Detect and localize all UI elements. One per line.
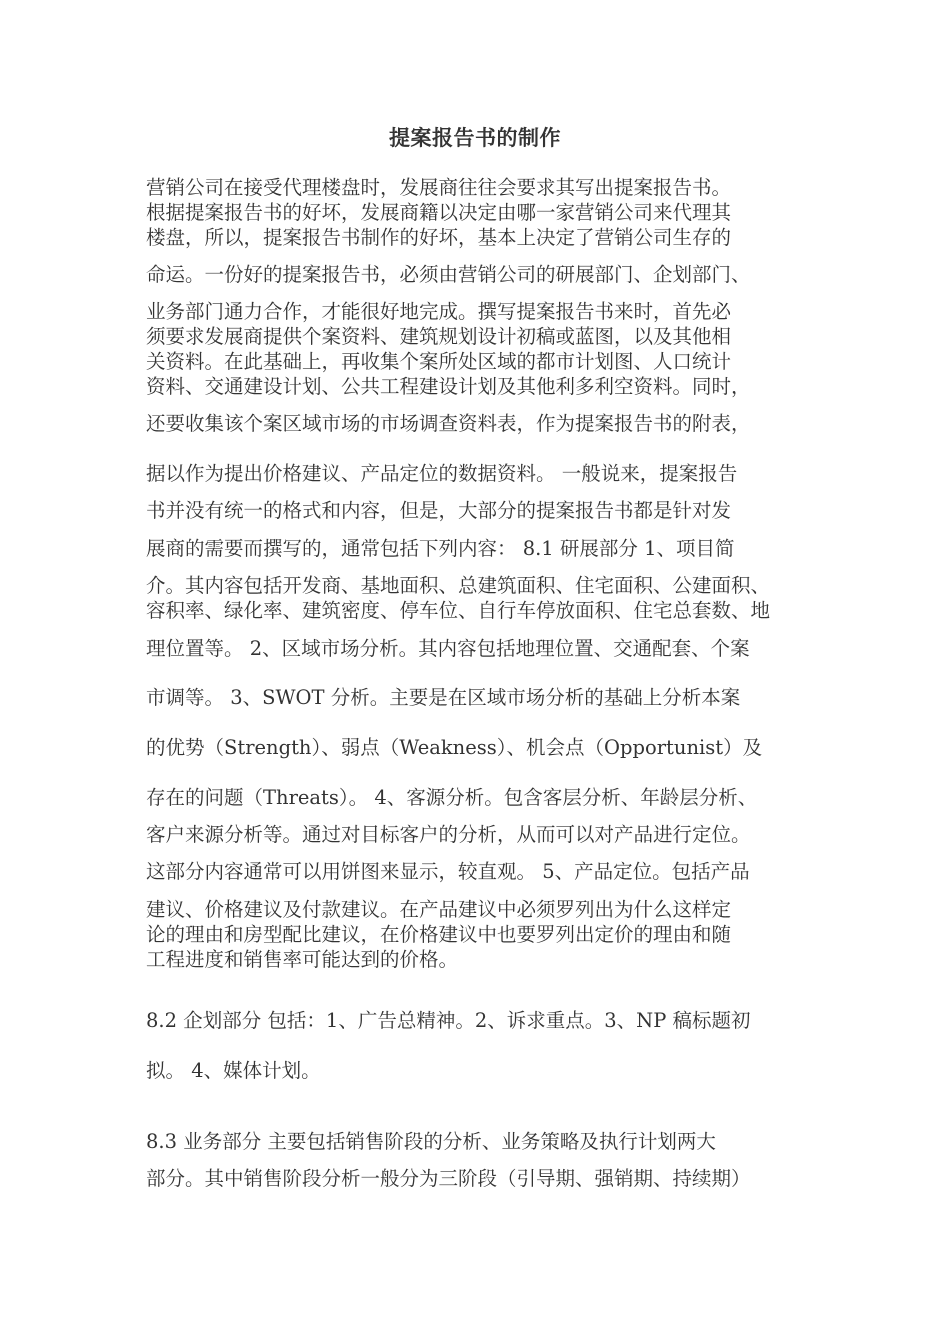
paragraph-line: 论的理由和房型配比建议，在价格建议中也要罗列出定价的理由和随	[146, 923, 732, 946]
paragraph-line: 须要求发展商提供个案资料、建筑规划设计初稿或蓝图，以及其他相	[146, 325, 732, 348]
paragraph-line: 8.3 业务部分 主要包括销售阶段的分析、业务策略及执行计划两大	[146, 1130, 716, 1153]
paragraph-line: 业务部门通力合作，才能很好地完成。撰写提案报告书来时，首先必	[146, 300, 732, 323]
paragraph-line: 书并没有统一的格式和内容，但是，大部分的提案报告书都是针对发	[146, 499, 732, 522]
paragraph-line: 建议、价格建议及付款建议。在产品建议中必须罗列出为什么这样定	[146, 898, 732, 921]
paragraph-line: 市调等。 3、SWOT 分析。主要是在区域市场分析的基础上分析本案	[146, 686, 741, 709]
paragraph-line: 8.2 企划部分 包括：1、广告总精神。2、诉求重点。3、NP 稿标题初	[146, 1009, 751, 1032]
paragraph-line: 这部分内容通常可以用饼图来显示，较直观。 5、产品定位。包括产品	[146, 860, 750, 883]
paragraph-line: 部分。其中销售阶段分析一般分为三阶段（引导期、强销期、持续期）	[146, 1167, 751, 1190]
paragraph-line: 拟。 4、媒体计划。	[146, 1059, 321, 1082]
paragraph-line: 资料、交通建设计划、公共工程建设计划及其他利多利空资料。同时，	[146, 375, 751, 398]
paragraph-line: 介。其内容包括开发商、基地面积、总建筑面积、住宅面积、公建面积、	[146, 574, 771, 597]
paragraph-line: 的优势（Strength）、弱点（Weakness）、机会点（Opportunist）及	[146, 736, 763, 759]
paragraph-line: 容积率、绿化率、建筑密度、停车位、自行车停放面积、住宅总套数、地	[146, 599, 771, 622]
paragraph-line: 根据提案报告书的好坏，发展商籍以决定由哪一家营销公司来代理其	[146, 201, 732, 224]
paragraph-line: 还要收集该个案区域市场的市场调查资料表，作为提案报告书的附表，	[146, 412, 751, 435]
paragraph-line: 理位置等。 2、区域市场分析。其内容包括地理位置、交通配套、个案	[146, 637, 750, 660]
document-title: 提案报告书的制作	[389, 125, 561, 150]
paragraph-line: 工程进度和销售率可能达到的价格。	[146, 948, 459, 971]
paragraph-line: 展商的需要而撰写的，通常包括下列内容： 8.1 研展部分 1、项目简	[146, 537, 735, 560]
paragraph-line: 存在的问题（Threats）。 4、客源分析。包含客层分析、年龄层分析、	[146, 786, 758, 809]
paragraph-line: 客户来源分析等。通过对目标客户的分析，从而可以对产品进行定位。	[146, 823, 751, 846]
paragraph-line: 据以作为提出价格建议、产品定位的数据资料。 一般说来，提案报告	[146, 462, 738, 485]
paragraph-line: 楼盘，所以，提案报告书制作的好坏，基本上决定了营销公司生存的	[146, 226, 732, 249]
paragraph-line: 营销公司在接受代理楼盘时，发展商往往会要求其写出提案报告书。	[146, 176, 732, 199]
paragraph-line: 关资料。在此基础上，再收集个案所处区域的都市计划图、人口统计	[146, 350, 732, 373]
paragraph-line: 命运。一份好的提案报告书，必须由营销公司的研展部门、企划部门、	[146, 263, 751, 286]
